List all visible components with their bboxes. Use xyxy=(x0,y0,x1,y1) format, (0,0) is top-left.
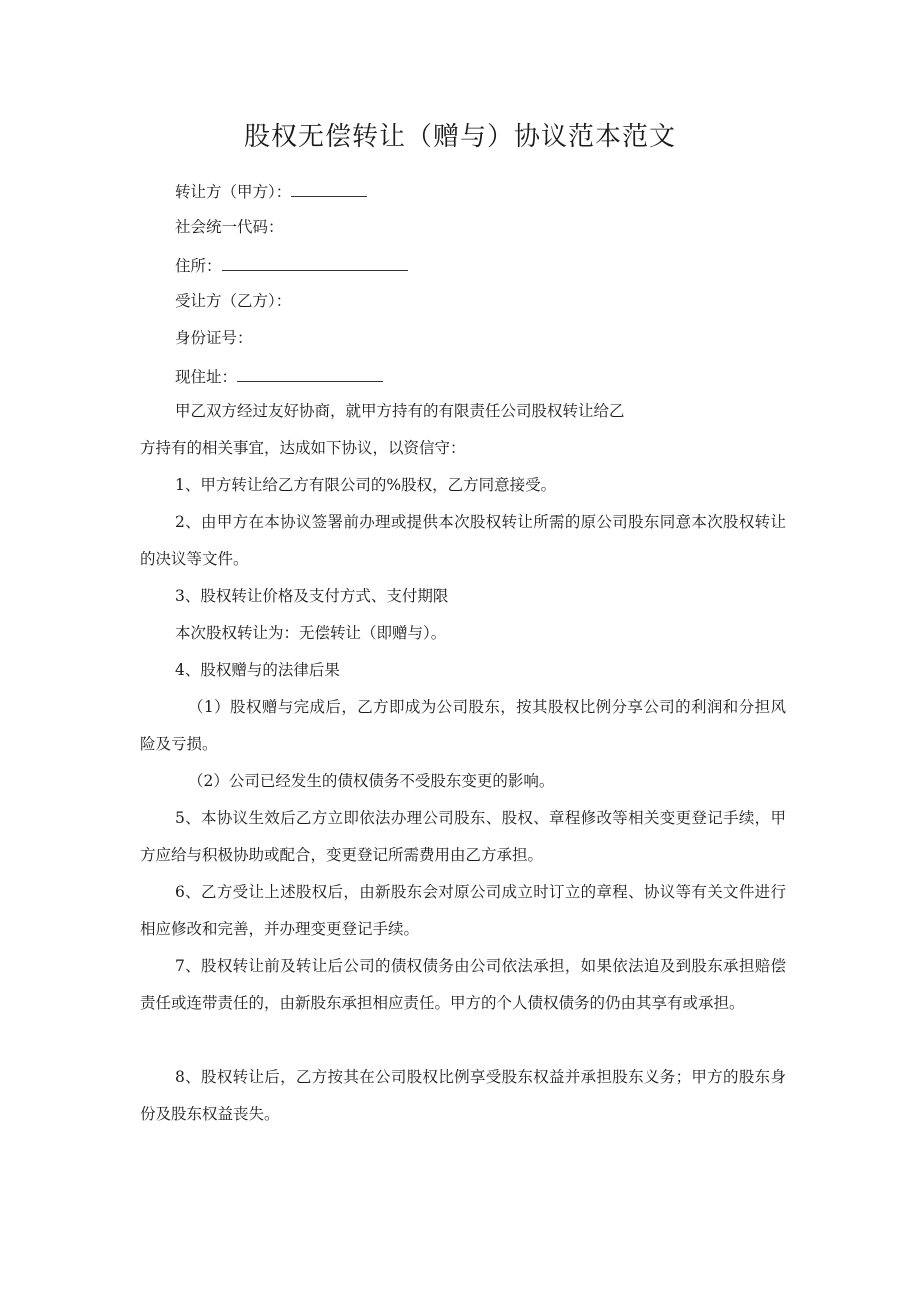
intro-paragraph: 甲乙双方经过友好协商，就甲方持有的有限责任公司股权转让给乙 xyxy=(175,402,625,420)
address-field xyxy=(175,254,408,276)
clause-4-item-1: （1）股权赠与完成后，乙方即成为公司股东，按其股权比例分享公司的利润和分担风险及亏损。 xyxy=(140,698,786,753)
clause-3-detail: 本次股权转让为：无偿转让（即赠与）。 xyxy=(175,624,447,642)
clause-8: 8、股权转让后，乙方按其在公司股权比例享受股东权益并承担股东义务；甲方的股东身份及股东权益丧失。 xyxy=(140,1068,786,1123)
id-number-label: 身份证号： xyxy=(175,329,253,347)
clause-1: 1、甲方转让给乙方有限公司的%股权，乙方同意接受。 xyxy=(175,476,557,494)
intro-paragraph-continued: 方持有的相关事宜，达成如下协议，以资信守： xyxy=(140,439,466,457)
address-label: 住所： xyxy=(175,257,222,275)
clause-5: 5、本协议生效后乙方立即依法办理公司股东、股权、章程修改等相关变更登记手续，甲方应给与积极协助或配合，变更登记所需费用由乙方承担。 xyxy=(140,809,786,864)
credit-code-label: 社会统一代码： xyxy=(175,218,284,236)
credit-code-field xyxy=(175,217,284,237)
transferee-field xyxy=(175,291,291,311)
transferee-label: 受让方（乙方）： xyxy=(175,292,292,310)
current-address-field xyxy=(175,365,383,387)
document-title: 股权无偿转让（赠与）协议范本范文 xyxy=(243,122,676,152)
transferor-label: 转让方（甲方）： xyxy=(175,183,292,201)
clause-6: 6、乙方受让上述股权后，由新股东会对原公司成立时订立的章程、协议等有关文件进行相应修改和完善，并办理变更登记手续。 xyxy=(140,883,786,938)
clause-4-item-2: （2）公司已经发生的债权债务不受股东变更的影响。 xyxy=(188,772,555,790)
clause-4: 4、股权赠与的法律后果 xyxy=(175,661,340,679)
address-blank xyxy=(222,254,408,271)
transferor-field xyxy=(175,180,367,202)
clause-7: 7、股权转让前及转让后公司的债权债务由公司依法承担，如果依法追及到股东承担赔偿责任或连带责任的，由新股东承担相应责任。甲方的个人债权债务的仍由其享有或承担。 xyxy=(140,957,786,1012)
clause-3: 3、股权转让价格及支付方式、支付期限 xyxy=(175,587,449,605)
transferor-blank xyxy=(291,180,367,197)
id-number-field xyxy=(175,328,253,348)
current-address-blank xyxy=(237,365,383,382)
clause-2: 2、由甲方在本协议签署前办理或提供本次股权转让所需的原公司股东同意本次股权转让的决议等文件。 xyxy=(140,513,786,568)
current-address-label: 现住址： xyxy=(175,368,238,386)
